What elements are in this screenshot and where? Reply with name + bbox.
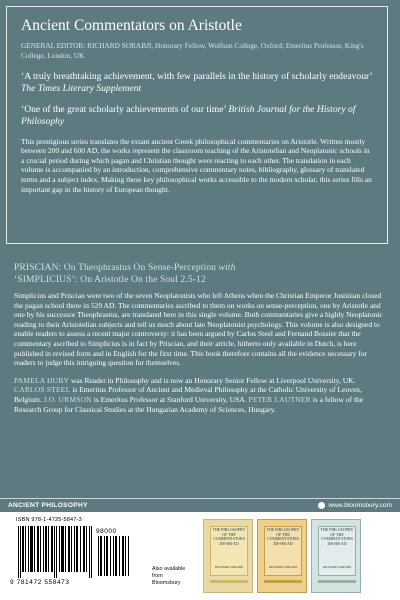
related-book-1[interactable]	[203, 519, 253, 593]
review-quote-2	[21, 104, 373, 128]
book-stripe	[264, 580, 302, 583]
volume-description: Simplicius and Priscian were two of the seven Neoplatonists who left Athens when the Christian Emperor Justinian closed the pagan school there in 529 AD. The commentaries ascribed to them on works on sense-perception, one by Aristotle and one by his successor Theophrastus, are translated here in this single volume. Both commentaries give a highly Neoplatonic reading to their Aristotelian subjects and tell us much about late Neoplatonist psychology. This volume is also designed to enable readers to assess a recent major controversy: it has been argued by Carlos Steel and Fernand Bossier that the commentary ascribed to Simplicius is in fact by Priscian, and their article, hitherto only available in Dutch, is here published in revised form and in English for the first time. This book therefore contains all the evidence necessary for readers to judge this intriguing question for themselves.	[14, 291, 383, 368]
author-bio: is a fellow of the Research Group for Classical Studies at the Hungarian Academy of Sciences, Hungary.	[14, 394, 364, 414]
barcode-digits: 9 781472 558473	[10, 579, 70, 586]
website-text: www.bloomsbury.com	[328, 502, 392, 509]
series-box	[6, 6, 388, 244]
related-book-2[interactable]	[257, 519, 307, 593]
author-bio: is Emeritus Professor of Ancient and Medieval Philosophy at the Catholic University of Leuven, Belgium.	[14, 385, 362, 404]
category-label: ANCIENT PHILOSOPHY	[8, 502, 88, 509]
barcode	[8, 517, 138, 593]
volume-title-part2: ‘SIMPLICIUS’: On Aristotle On the Soul 2.5-12	[14, 273, 206, 285]
book-title: THE PHILOSOPHY OF THE COMMENTATORS 200-600 AD	[212, 528, 246, 546]
book-stripe	[210, 580, 248, 583]
addon-bars-icon	[98, 536, 130, 576]
author-name: PETER LAUTNER	[248, 394, 311, 404]
author-bio: was Reader in Philosophy and is now an Honorary Senior Fellow at Liverpool University, UK.	[69, 375, 356, 385]
series-description: This prestigious series translates the extant ancient Greek philosophical commentaries on Aristotle. Written mostly between 200 and 600 AD, the works represent the classroom teaching of the Aristotelian and Neoplatonic schools in a crucial period during which pagan and Christian thought were reacting to each other. The translation in each volume is accompanied by an introduction, comprehensive commentary notes, bibliography, glossary of translated terms and a subject index. Making these key philosophical works accessible to the modern scholar, this series fills an important gap in the history of European thought.	[21, 136, 372, 194]
book-title: THE PHILOSOPHY OF THE COMMENTATORS 200-600 AD	[320, 528, 354, 546]
quote-text: ‘One of the great scholarly achievements of our time’	[21, 103, 226, 115]
general-editor: GENERAL EDITOR: RICHARD SORABJI, Honorary Fellow, Wolfson College, Oxford; Emeritus Professor, King's College, London, UK	[21, 41, 364, 60]
publisher-website[interactable]	[318, 499, 392, 512]
series-section	[0, 0, 400, 252]
barcode-bars-icon	[18, 526, 94, 578]
review-quote-1	[21, 71, 373, 95]
author-bio: is Emeritus Professor at Stanford University, USA.	[91, 394, 249, 404]
author-name: CARLOS STEEL	[14, 385, 71, 395]
volume-section	[0, 252, 400, 502]
price-addon-code: 98000	[96, 528, 117, 535]
volume-title-part1: PRISCIAN: On Theophrastus On Sense-Perception	[14, 262, 217, 273]
isbn-label: ISBN 978-1-4725-5847-3	[16, 517, 82, 523]
volume-title-with: with	[218, 262, 236, 273]
book-author: RICHARD SORABJI	[268, 565, 298, 569]
series-title: Ancient Commentators on Aristotle	[21, 17, 242, 34]
book-author: RICHARD SORABJI	[214, 565, 244, 569]
quote-text: ‘A truly breathtaking achievement, with few parallels in the history of scholarly endeavour’	[21, 70, 373, 82]
author-name: PAMELA HUBY	[14, 375, 70, 385]
bloomsbury-logo-icon	[318, 502, 325, 509]
author-bios	[14, 376, 386, 414]
quote-source: The Times Literary Supplement	[21, 82, 142, 94]
book-author: RICHARD SORABJI	[322, 565, 352, 569]
quote-source: British Journal for the History of Philosophy	[21, 103, 356, 127]
book-stripe	[318, 580, 356, 583]
book-title: THE PHILOSOPHY OF THE COMMENTATORS 200-600 AD	[266, 528, 300, 546]
volume-title	[14, 262, 386, 285]
related-book-3[interactable]	[311, 519, 361, 593]
author-name: J.O. URMSON	[43, 394, 92, 404]
also-available-label: Also available from Bloomsbury	[152, 566, 186, 586]
category-strip	[0, 498, 400, 512]
